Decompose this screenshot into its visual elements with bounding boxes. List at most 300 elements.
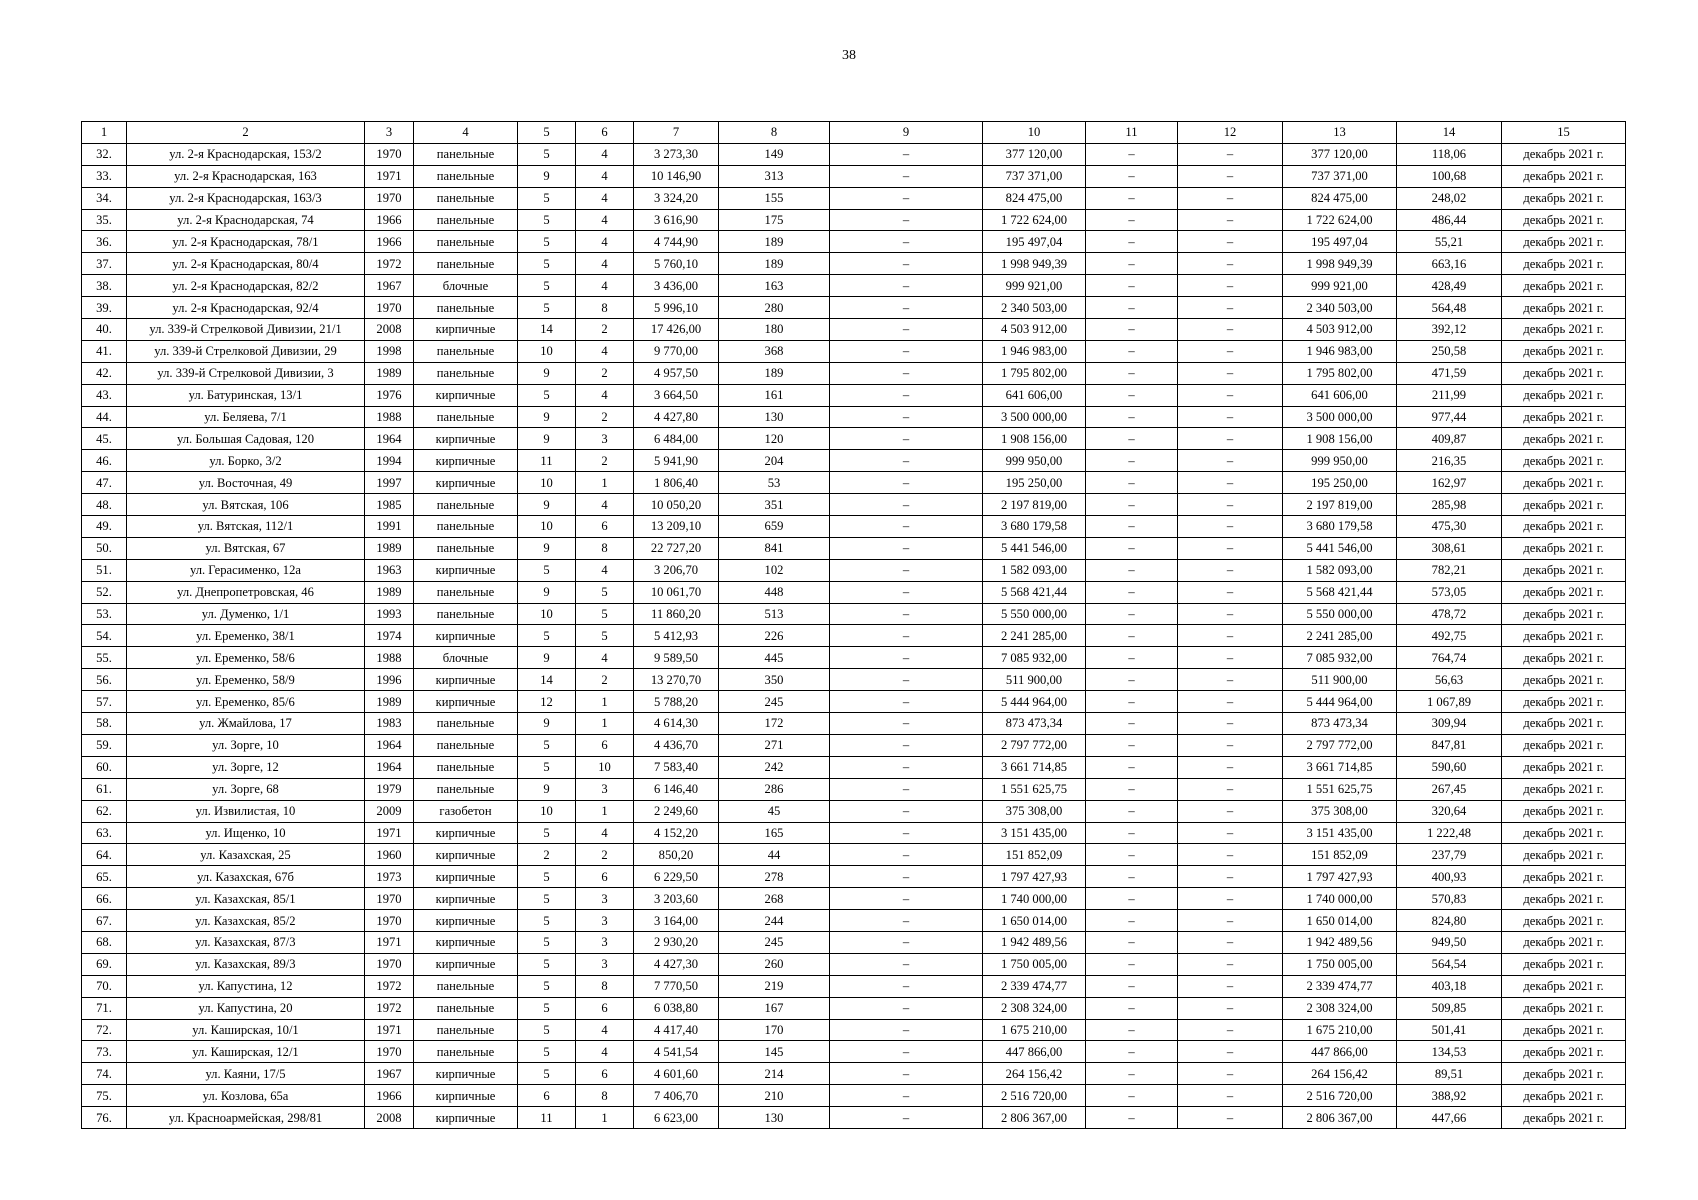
table-cell: – [1178,822,1283,844]
table-row [82,406,1626,428]
table-cell: ул. 339-й Стрелковой Дивизии, 29 [127,340,365,362]
table-row [82,822,1626,844]
table-cell: 6 [576,516,634,538]
table-cell: панельные [414,406,518,428]
column-header: 2 [127,122,365,144]
table-row [82,691,1626,713]
table-cell: кирпичные [414,384,518,406]
table-cell: – [830,209,983,231]
table-cell: 11 [518,1107,576,1129]
table-cell: – [1086,1019,1178,1041]
table-cell: – [830,516,983,538]
table-cell: 5 [518,384,576,406]
table-cell: 14 [518,669,576,691]
table-cell: 55,21 [1397,231,1502,253]
table-cell: 1 946 983,00 [1283,340,1397,362]
table-cell: – [1086,297,1178,319]
table-cell: 428,49 [1397,275,1502,297]
table-cell: декабрь 2021 г. [1502,253,1626,275]
table-cell: 155 [719,187,830,209]
table-row [82,297,1626,319]
table-cell: – [830,756,983,778]
table-cell: – [1178,866,1283,888]
table-cell: 2 249,60 [634,800,719,822]
table-cell: кирпичные [414,931,518,953]
table-cell: 847,81 [1397,734,1502,756]
table-cell: 1 650 014,00 [1283,910,1397,932]
table-cell: кирпичные [414,1085,518,1107]
table-cell: ул. Казахская, 89/3 [127,953,365,975]
table-cell: 9 589,50 [634,647,719,669]
table-cell: – [1178,1107,1283,1129]
table-cell: – [830,362,983,384]
table-cell: – [830,844,983,866]
table-cell: панельные [414,253,518,275]
table-cell: 62. [82,800,127,822]
column-header: 8 [719,122,830,144]
table-cell: 1988 [365,647,414,669]
table-cell: – [1178,1063,1283,1085]
table-cell: 175 [719,209,830,231]
table-cell: декабрь 2021 г. [1502,581,1626,603]
column-header: 4 [414,122,518,144]
table-cell: 1966 [365,1085,414,1107]
table-cell: – [1178,581,1283,603]
table-cell: 70. [82,975,127,997]
table-cell: декабрь 2021 г. [1502,975,1626,997]
table-cell: 308,61 [1397,537,1502,559]
table-cell: 4 [576,253,634,275]
table-cell: 100,68 [1397,165,1502,187]
table-cell: 7 085 932,00 [983,647,1086,669]
table-row [82,910,1626,932]
table-cell: – [1178,428,1283,450]
table-cell: – [1086,340,1178,362]
table-cell: 145 [719,1041,830,1063]
table-cell: 216,35 [1397,450,1502,472]
table-cell: 1 222,48 [1397,822,1502,844]
table-cell: 511 900,00 [1283,669,1397,691]
table-cell: 2 197 819,00 [983,494,1086,516]
table-cell: – [1178,187,1283,209]
table-cell: 4 [576,187,634,209]
table-cell: 3 [576,778,634,800]
table-row [82,778,1626,800]
table-cell: 1960 [365,844,414,866]
table-cell: 67. [82,910,127,932]
table-cell: 1996 [365,669,414,691]
table-cell: – [1086,581,1178,603]
table-row [82,1085,1626,1107]
table-cell: декабрь 2021 г. [1502,866,1626,888]
table-cell: 447 866,00 [1283,1041,1397,1063]
table-cell: ул. 339-й Стрелковой Дивизии, 3 [127,362,365,384]
column-header: 7 [634,122,719,144]
table-cell: 447,66 [1397,1107,1502,1129]
table-cell: 195 497,04 [1283,231,1397,253]
table-cell: 1 806,40 [634,472,719,494]
table-cell: – [1086,1041,1178,1063]
table-cell: 471,59 [1397,362,1502,384]
table-cell: 1991 [365,516,414,538]
table-cell: 34. [82,187,127,209]
table-cell: 13 270,70 [634,669,719,691]
table-cell: кирпичные [414,625,518,647]
table-cell: 313 [719,165,830,187]
table-cell: 210 [719,1085,830,1107]
table-cell: ул. Козлова, 65а [127,1085,365,1107]
table-cell: 1970 [365,187,414,209]
table-cell: – [830,428,983,450]
table-cell: – [1086,625,1178,647]
table-cell: 11 [518,450,576,472]
table-cell: 1972 [365,975,414,997]
table-cell: – [830,297,983,319]
table-cell: 37. [82,253,127,275]
table-cell: – [830,910,983,932]
table-cell: 2 [576,319,634,341]
table-cell: 5 412,93 [634,625,719,647]
table-cell: кирпичные [414,822,518,844]
table-cell: панельные [414,734,518,756]
table-cell: 1970 [365,953,414,975]
page-number: 38 [842,48,856,63]
table-cell: 4 [576,165,634,187]
table-cell: декабрь 2021 г. [1502,1019,1626,1041]
table-cell: 286 [719,778,830,800]
table-cell: – [1086,691,1178,713]
table-cell: – [1178,297,1283,319]
table-cell: – [1086,428,1178,450]
table-cell: панельные [414,209,518,231]
table-cell: декабрь 2021 г. [1502,362,1626,384]
table-cell: 1970 [365,888,414,910]
table-cell: кирпичные [414,888,518,910]
table-cell: – [830,494,983,516]
table-cell: 48. [82,494,127,516]
table-cell: 5 [576,603,634,625]
table-cell: 6 [518,1085,576,1107]
table-cell: декабрь 2021 г. [1502,165,1626,187]
table-cell: газобетон [414,800,518,822]
table-cell: 45 [719,800,830,822]
table-cell: 5 788,20 [634,691,719,713]
table-cell: 3 616,90 [634,209,719,231]
table-row [82,472,1626,494]
table-cell: ул. 2-я Краснодарская, 153/2 [127,143,365,165]
table-cell: 1 797 427,93 [983,866,1086,888]
table-cell: 3 661 714,85 [983,756,1086,778]
table-cell: 3 203,60 [634,888,719,910]
table-cell: декабрь 2021 г. [1502,494,1626,516]
table-cell: 4 614,30 [634,713,719,735]
table-cell: 237,79 [1397,844,1502,866]
table-cell: 1993 [365,603,414,625]
table-cell: 12 [518,691,576,713]
table-cell: 4 [576,1019,634,1041]
table-cell: 9 [518,713,576,735]
table-cell: 573,05 [1397,581,1502,603]
table-cell: 130 [719,1107,830,1129]
table-cell: 1 998 949,39 [1283,253,1397,275]
table-cell: 9 [518,428,576,450]
table-cell: ул. Вятская, 112/1 [127,516,365,538]
table-cell: – [830,866,983,888]
table-cell: 564,48 [1397,297,1502,319]
table-cell: – [1086,362,1178,384]
table-cell: 1 582 093,00 [983,559,1086,581]
table-cell: 278 [719,866,830,888]
table-row [82,953,1626,975]
table-row [82,647,1626,669]
table-cell: панельные [414,603,518,625]
table-cell: 14 [518,319,576,341]
column-header: 3 [365,122,414,144]
table-cell: 1 797 427,93 [1283,866,1397,888]
table-cell: ул. Вятская, 106 [127,494,365,516]
table-cell: 242 [719,756,830,778]
table-cell: ул. Казахская, 25 [127,844,365,866]
table-cell: 1 [576,691,634,713]
table-cell: ул. Думенко, 1/1 [127,603,365,625]
table-cell: ул. Извилистая, 10 [127,800,365,822]
table-cell: 250,58 [1397,340,1502,362]
table-cell: 511 900,00 [983,669,1086,691]
table-cell: – [1178,209,1283,231]
table-cell: 89,51 [1397,1063,1502,1085]
table-cell: 9 770,00 [634,340,719,362]
table-cell: 73. [82,1041,127,1063]
table-cell: 4 957,50 [634,362,719,384]
table-cell: 10 [518,472,576,494]
table-cell: – [1178,143,1283,165]
table-cell: – [1178,559,1283,581]
table-row [82,997,1626,1019]
table-cell: 214 [719,1063,830,1085]
table-cell: 44 [719,844,830,866]
table-cell: 244 [719,910,830,932]
table-cell: – [1086,647,1178,669]
table-cell: 10 050,20 [634,494,719,516]
table-cell: – [1178,1041,1283,1063]
table-cell: 54. [82,625,127,647]
table-row [82,384,1626,406]
table-cell: декабрь 2021 г. [1502,691,1626,713]
table-cell: 570,83 [1397,888,1502,910]
table-cell: ул. Жмайлова, 17 [127,713,365,735]
table-cell: 5 [518,734,576,756]
table-cell: – [1178,516,1283,538]
table-cell: – [1178,537,1283,559]
table-cell: ул. Борко, 3/2 [127,450,365,472]
table-cell: 6 [576,997,634,1019]
table-cell: 2 797 772,00 [1283,734,1397,756]
table-cell: 4 [576,1041,634,1063]
table-cell: 1 740 000,00 [983,888,1086,910]
table-cell: 1966 [365,209,414,231]
table-cell: 1 [576,800,634,822]
table-cell: 204 [719,450,830,472]
table-cell: 999 950,00 [983,450,1086,472]
column-header: 14 [1397,122,1502,144]
table-cell: 4 [576,275,634,297]
table-cell: декабрь 2021 г. [1502,931,1626,953]
table-cell: кирпичные [414,1107,518,1129]
table-cell: декабрь 2021 г. [1502,603,1626,625]
table-cell: панельные [414,537,518,559]
table-cell: – [1086,822,1178,844]
table-cell: – [830,275,983,297]
table-cell: 45. [82,428,127,450]
table-cell: 824 475,00 [1283,187,1397,209]
table-cell: декабрь 2021 г. [1502,647,1626,669]
table-cell: – [1178,888,1283,910]
table-cell: кирпичные [414,319,518,341]
table-cell: 509,85 [1397,997,1502,1019]
table-cell: 264 156,42 [983,1063,1086,1085]
table-cell: – [1086,319,1178,341]
table-cell: 1 740 000,00 [1283,888,1397,910]
table-cell: 134,53 [1397,1041,1502,1063]
table-cell: 1970 [365,143,414,165]
table-cell: 3 [576,888,634,910]
table-cell: 2008 [365,319,414,341]
header-row [82,122,1626,144]
table-cell: 189 [719,362,830,384]
table-cell: – [1086,997,1178,1019]
table-row [82,581,1626,603]
table-cell: ул. Зорге, 10 [127,734,365,756]
table-cell: 309,94 [1397,713,1502,735]
table-cell: 1 795 802,00 [1283,362,1397,384]
table-cell: 1 067,89 [1397,691,1502,713]
table-cell: 1 750 005,00 [1283,953,1397,975]
table-cell: 1 942 489,56 [1283,931,1397,953]
table-row [82,756,1626,778]
table-cell: 74. [82,1063,127,1085]
table-cell: 590,60 [1397,756,1502,778]
table-cell: – [830,800,983,822]
table-cell: 63. [82,822,127,844]
table-cell: ул. Красноармейская, 298/81 [127,1107,365,1129]
table-cell: 56. [82,669,127,691]
table-cell: 4 152,20 [634,822,719,844]
table-cell: – [830,713,983,735]
table-cell: 445 [719,647,830,669]
table-cell: 76. [82,1107,127,1129]
table-cell: 3 [576,931,634,953]
table-cell: панельные [414,362,518,384]
table-cell: 268 [719,888,830,910]
table-cell: 375 308,00 [983,800,1086,822]
table-cell: 841 [719,537,830,559]
table-cell: 1989 [365,537,414,559]
table-cell: – [1178,165,1283,187]
column-header: 9 [830,122,983,144]
table-cell: 3 500 000,00 [983,406,1086,428]
table-cell: панельные [414,581,518,603]
table-cell: 850,20 [634,844,719,866]
table-cell: 38. [82,275,127,297]
table-cell: 1966 [365,231,414,253]
table-cell: декабрь 2021 г. [1502,625,1626,647]
table-cell: – [830,1041,983,1063]
table-cell: 7 085 932,00 [1283,647,1397,669]
table-cell: ул. Каяни, 17/5 [127,1063,365,1085]
column-header: 11 [1086,122,1178,144]
table-cell: 388,92 [1397,1085,1502,1107]
table-cell: 61. [82,778,127,800]
table-cell: 9 [518,406,576,428]
table-cell: 949,50 [1397,931,1502,953]
table-cell: – [1178,800,1283,822]
table-cell: 52. [82,581,127,603]
table-cell: декабрь 2021 г. [1502,143,1626,165]
table-cell: 267,45 [1397,778,1502,800]
table-cell: 1970 [365,297,414,319]
table-row [82,625,1626,647]
table-cell: 3 151 435,00 [1283,822,1397,844]
table-cell: 17 426,00 [634,319,719,341]
table-cell: декабрь 2021 г. [1502,953,1626,975]
table-cell: 824,80 [1397,910,1502,932]
table-cell: 2 340 503,00 [983,297,1086,319]
table-cell: 189 [719,231,830,253]
table-cell: декабрь 2021 г. [1502,888,1626,910]
table-row [82,165,1626,187]
table-cell: кирпичные [414,428,518,450]
table-cell: 403,18 [1397,975,1502,997]
table-cell: 4 [576,340,634,362]
table-cell: 10 [518,340,576,362]
table-cell: – [830,691,983,713]
table-cell: декабрь 2021 г. [1502,559,1626,581]
table-cell: – [1086,450,1178,472]
table-cell: 2 197 819,00 [1283,494,1397,516]
table-cell: – [830,187,983,209]
table-cell: 10 [518,516,576,538]
table-cell: – [1178,975,1283,997]
table-cell: 475,30 [1397,516,1502,538]
table-cell: 9 [518,778,576,800]
table-cell: 5 [518,209,576,231]
table-cell: – [1086,975,1178,997]
table-cell: – [1086,778,1178,800]
table-cell: 2 241 285,00 [983,625,1086,647]
table-cell: 999 950,00 [1283,450,1397,472]
table-cell: – [1178,647,1283,669]
table-cell: 3 661 714,85 [1283,756,1397,778]
table-cell: 60. [82,756,127,778]
table-cell: 3 [576,428,634,450]
table-cell: 4 744,90 [634,231,719,253]
table-cell: 5 [518,975,576,997]
table-row [82,362,1626,384]
table-cell: 375 308,00 [1283,800,1397,822]
table-cell: 1979 [365,778,414,800]
table-cell: декабрь 2021 г. [1502,537,1626,559]
table-cell: 1973 [365,866,414,888]
table-cell: декабрь 2021 г. [1502,734,1626,756]
table-cell: декабрь 2021 г. [1502,997,1626,1019]
table-cell: – [1086,472,1178,494]
table-row [82,734,1626,756]
table-cell: 3 206,70 [634,559,719,581]
table-cell: 1 650 014,00 [983,910,1086,932]
table-cell: 260 [719,953,830,975]
table-cell: 448 [719,581,830,603]
table-cell: 285,98 [1397,494,1502,516]
